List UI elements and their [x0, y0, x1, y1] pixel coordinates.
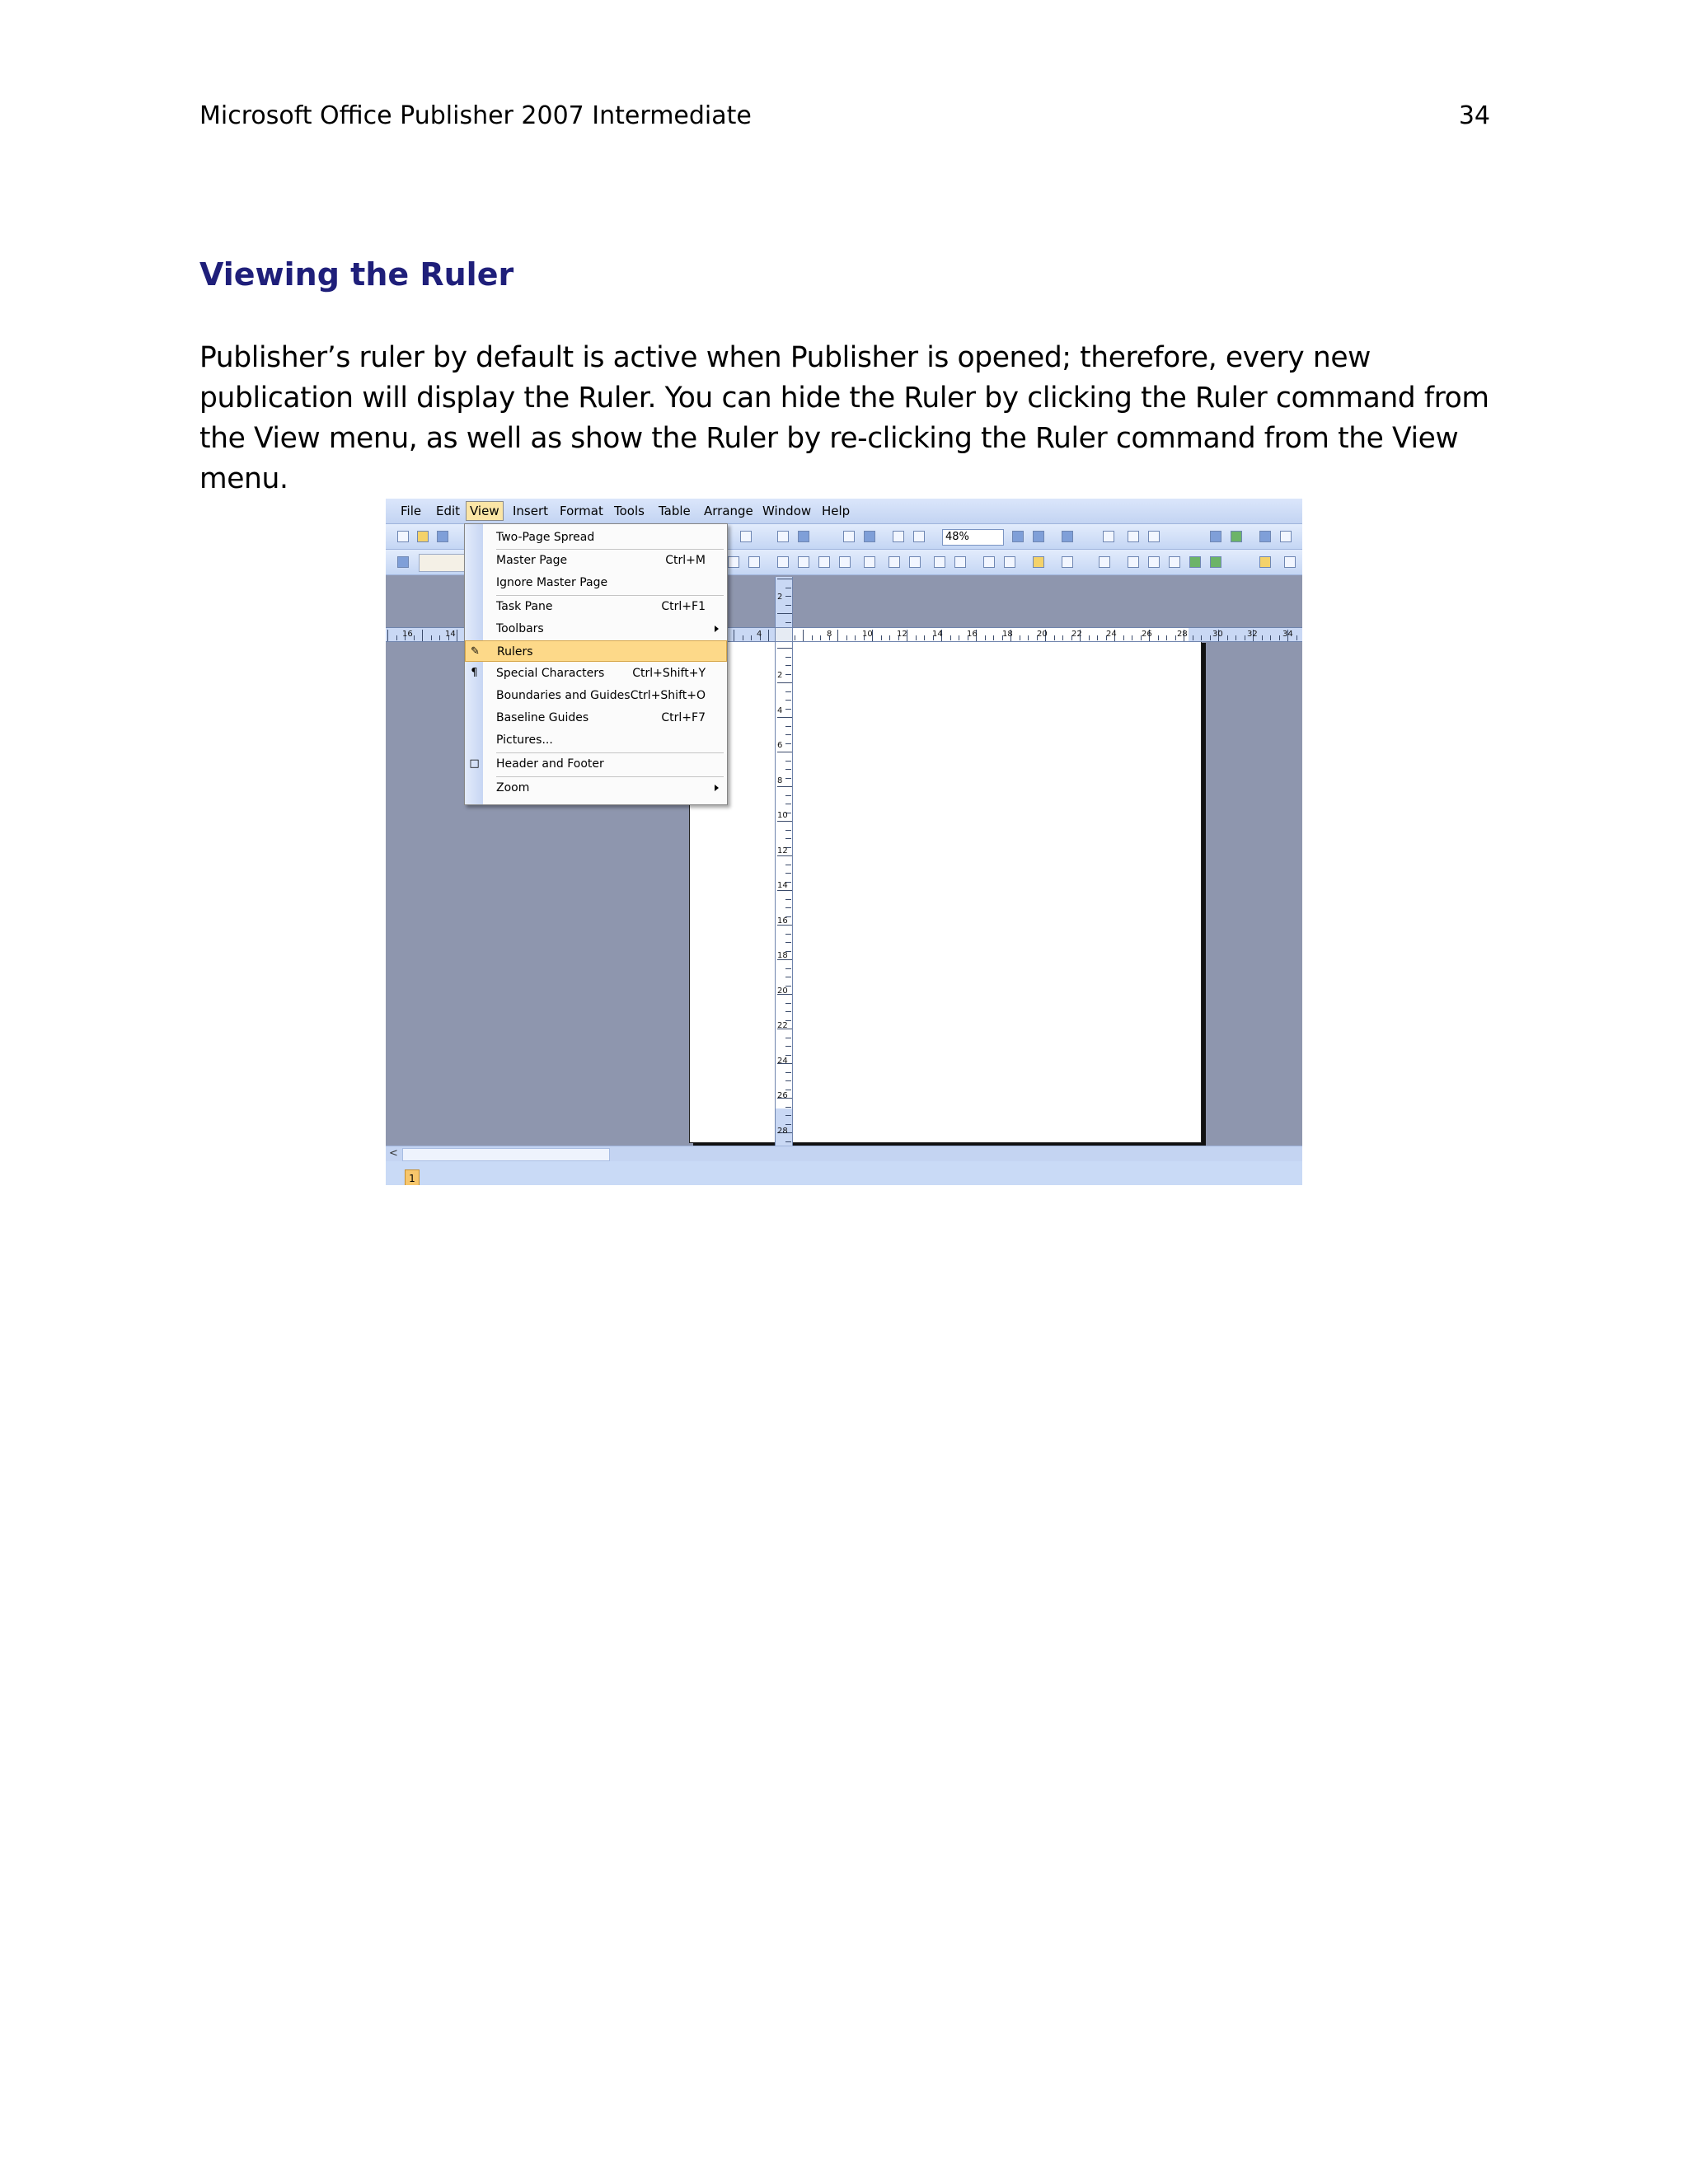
page-navigator-badge[interactable]: 1: [405, 1169, 420, 1185]
ruler-tick: [785, 907, 791, 908]
pilcrow-icon[interactable]: [913, 531, 925, 542]
ruler-tick: [881, 635, 882, 640]
ruler-tick: [387, 630, 388, 641]
ruler-tick: [785, 968, 791, 969]
zoom-out-icon[interactable]: [1012, 531, 1024, 542]
publication-page[interactable]: [689, 639, 1202, 1143]
styles-icon[interactable]: [397, 556, 409, 568]
menu-item-zoom[interactable]: Zoom: [465, 777, 727, 799]
ruler-tick: [785, 1115, 791, 1116]
more-icon[interactable]: [1280, 531, 1292, 542]
ruler-tick: [785, 934, 791, 935]
ruler-tick: [777, 890, 792, 891]
ruler-tick: [785, 838, 791, 839]
ruler-tick: [1089, 635, 1090, 640]
align-center-icon[interactable]: [798, 556, 809, 568]
ruler-label: 12: [777, 846, 788, 855]
submenu-arrow-icon: [715, 785, 719, 791]
ruler-label: 28: [1177, 630, 1188, 639]
menu-edit[interactable]: Edit: [436, 504, 461, 518]
ruler-label: 6: [777, 741, 783, 750]
insert-picture-icon[interactable]: [777, 531, 789, 542]
menu-window[interactable]: Window: [762, 504, 812, 518]
ruler-tick: [768, 630, 769, 641]
menu-item-boundaries-and-guides[interactable]: Boundaries and Guides Ctrl+Shift+O: [496, 689, 706, 702]
menu-table[interactable]: Table: [659, 504, 691, 518]
ruler-tick: [1175, 635, 1176, 640]
ruler-tick: [751, 635, 752, 640]
ruler-tick: [837, 630, 838, 641]
menu-item-header-and-footer[interactable]: □ Header and Footer: [469, 757, 604, 771]
menu-arrange[interactable]: Arrange: [704, 504, 753, 518]
shadow-style-icon[interactable]: [1189, 556, 1201, 568]
menu-item-ignore-master-page[interactable]: Ignore Master Page: [496, 576, 608, 589]
ruler-label: 32: [1247, 630, 1258, 639]
increase-indent-icon[interactable]: [954, 556, 966, 568]
ruler-tick: [785, 1080, 791, 1081]
ruler-tick: [785, 700, 791, 701]
ruler-tick: [785, 761, 791, 762]
columns-icon[interactable]: [893, 531, 904, 542]
ruler-label: 26: [777, 1091, 788, 1100]
ruler-label: 10: [777, 811, 788, 820]
redo-icon[interactable]: [740, 531, 752, 542]
ruler-tick: [777, 821, 792, 822]
ruler-tick: [785, 1011, 791, 1012]
hyperlink-icon[interactable]: [798, 531, 809, 542]
ruler-tick: [785, 873, 791, 874]
ruler-label: 28: [777, 1127, 788, 1136]
ruler-label: 30: [1212, 630, 1223, 639]
ruler-label: 16: [402, 630, 413, 639]
ruler-label: 2: [777, 593, 783, 602]
connect-icon[interactable]: [1103, 531, 1114, 542]
ruler-tick: [1210, 635, 1211, 640]
page-number: 34: [1458, 101, 1490, 130]
ruler-tick: [785, 605, 791, 606]
ruler-tick: [950, 635, 951, 640]
ruler-tick: [1123, 635, 1124, 640]
ruler-tick: [993, 635, 994, 640]
dash-style-icon[interactable]: [1148, 556, 1160, 568]
ruler-tick: [916, 635, 917, 640]
ruler-tick: [785, 769, 791, 770]
italic-icon[interactable]: [728, 556, 739, 568]
ruler-label: 16: [777, 916, 788, 926]
menu-view[interactable]: View: [466, 501, 504, 521]
ruler-tick: [785, 1124, 791, 1125]
ruler-tick: [1270, 635, 1271, 640]
ruler-tick: [1279, 635, 1280, 640]
font-color-icon[interactable]: [1099, 556, 1110, 568]
ruler-label: 16: [967, 630, 978, 639]
submenu-arrow-icon: [715, 626, 719, 632]
bullets-icon[interactable]: [909, 556, 921, 568]
new-icon[interactable]: [397, 531, 409, 542]
ruler-label: 24: [777, 1057, 788, 1066]
ruler-tick: [1097, 635, 1098, 640]
ruler-tick: [785, 734, 791, 735]
menu-tools[interactable]: Tools: [614, 504, 645, 518]
align-right-icon[interactable]: [818, 556, 830, 568]
ruler-tick: [785, 1046, 791, 1047]
ruler-label: 12: [897, 630, 907, 639]
ruler-tick: [777, 648, 792, 649]
print-preview-icon[interactable]: [843, 531, 855, 542]
ruler-label: 14: [777, 881, 788, 890]
select-objects-icon[interactable]: [1259, 556, 1271, 568]
header-footer-icon: □: [469, 757, 480, 770]
rulers-icon: ✎: [471, 645, 480, 658]
body-paragraph: Publisher’s ruler by default is active when Publisher is opened; therefore, every new publication will display the Ruler. You can hide the Ruler by clicking the Ruler command from the View menu, as well as show the Ruler by re-clicking the Ruler command from the View menu.: [199, 341, 1489, 495]
underline-icon[interactable]: [748, 556, 760, 568]
style-box[interactable]: [419, 554, 466, 572]
help-icon[interactable]: [1062, 531, 1073, 542]
line-spacing-icon[interactable]: [864, 556, 875, 568]
ruler-tick: [889, 635, 890, 640]
publisher-screenshot: [386, 499, 1302, 1185]
ruler-tick: [1158, 635, 1159, 640]
arrow-style-icon[interactable]: [1169, 556, 1180, 568]
menu-help[interactable]: Help: [822, 504, 851, 518]
menu-item-special-characters[interactable]: ¶ Special Characters Ctrl+Shift+Y: [465, 663, 727, 684]
ruler-tick: [785, 709, 791, 710]
running-header-title: Microsoft Office Publisher 2007 Intermediate: [199, 101, 752, 130]
ruler-tick: [439, 635, 440, 640]
ruler-tick: [803, 630, 804, 641]
menu-item-task-pane[interactable]: Task Pane Ctrl+F1: [496, 600, 706, 613]
section-heading: Viewing the Ruler: [199, 256, 514, 293]
zoom-in-icon[interactable]: [1033, 531, 1044, 542]
menu-bar: [386, 499, 1302, 524]
ruler-label: 14: [932, 630, 943, 639]
rotate-icon[interactable]: [1148, 531, 1160, 542]
menu-format[interactable]: Format: [560, 504, 603, 518]
ruler-tick: [785, 830, 791, 831]
ruler-label: 18: [777, 951, 788, 960]
ruler-tick: [785, 665, 791, 666]
menu-item-toolbars[interactable]: Toolbars: [465, 618, 727, 640]
ruler-tick: [785, 622, 791, 623]
ruler-tick: [785, 899, 791, 900]
layout-icon[interactable]: [1259, 531, 1271, 542]
pilcrow-icon: ¶: [471, 667, 478, 679]
ruler-label: 24: [1106, 630, 1117, 639]
view-menu-dropdown: [464, 523, 728, 805]
ruler-tick: [1227, 635, 1228, 640]
ruler-tick: [396, 635, 397, 640]
ruler-tick: [785, 795, 791, 796]
ruler-tick: [1062, 635, 1063, 640]
ruler-tick: [777, 786, 792, 787]
ruler-tick: [1028, 635, 1029, 640]
ruler-tick: [1054, 635, 1055, 640]
ruler-tick: [1296, 635, 1297, 640]
menu-item-rulers[interactable]: ✎ Rulers: [465, 640, 727, 662]
numbering-icon[interactable]: [889, 556, 900, 568]
ruler-label: 4: [777, 706, 783, 715]
scroll-left-icon[interactable]: <: [389, 1147, 398, 1160]
menu-item-baseline-guides[interactable]: Baseline Guides Ctrl+F7: [496, 711, 706, 724]
ruler-tick: [785, 726, 791, 727]
line-color-icon[interactable]: [1062, 556, 1073, 568]
grow-font-icon[interactable]: [983, 556, 995, 568]
text-box-icon[interactable]: [1284, 556, 1296, 568]
ruler-label: 4: [757, 630, 762, 639]
ruler-tick: [812, 635, 813, 640]
ruler-tick: [785, 657, 791, 658]
ruler-label: 34: [1282, 630, 1293, 639]
justify-icon[interactable]: [839, 556, 851, 568]
ruler-origin-corner[interactable]: [775, 627, 793, 642]
3d-style-icon[interactable]: [1210, 556, 1221, 568]
ruler-tick: [777, 682, 792, 683]
ruler-tick: [846, 635, 847, 640]
shape-icon[interactable]: [1231, 531, 1242, 542]
menu-item-master-page[interactable]: Master Page Ctrl+M: [496, 554, 706, 567]
ruler-tick: [924, 635, 925, 640]
find-icon[interactable]: [864, 531, 875, 542]
menu-insert[interactable]: Insert: [513, 504, 549, 518]
align-left-icon[interactable]: [777, 556, 789, 568]
zoom-combobox[interactable]: 48%: [942, 529, 1004, 546]
status-bar: [386, 1161, 1302, 1185]
ruler-tick: [422, 630, 423, 641]
ruler-tick: [777, 717, 792, 718]
ruler-tick: [431, 635, 432, 640]
ruler-tick: [820, 635, 821, 640]
fill-color-icon[interactable]: [1033, 556, 1044, 568]
picture-icon[interactable]: [1210, 531, 1221, 542]
flip-icon[interactable]: [1128, 531, 1139, 542]
ruler-label: 22: [777, 1021, 788, 1030]
ruler-tick: [785, 1072, 791, 1073]
ruler-label: 8: [777, 776, 783, 785]
ruler-label: 18: [1002, 630, 1013, 639]
ruler-label: 14: [445, 630, 456, 639]
ruler-label: 8: [827, 630, 832, 639]
ruler-tick: [785, 596, 791, 597]
scroll-thumb[interactable]: [402, 1148, 610, 1161]
line-style-icon[interactable]: [1128, 556, 1139, 568]
ruler-tick: [1262, 635, 1263, 640]
horizontal-scrollbar[interactable]: [386, 1146, 1302, 1161]
ruler-tick: [785, 743, 791, 744]
ruler-tick: [777, 613, 792, 614]
ruler-tick: [1166, 635, 1167, 640]
ruler-tick: [785, 691, 791, 692]
ruler-tick: [785, 1003, 791, 1004]
ruler-tick: [414, 635, 415, 640]
ruler-label: 10: [862, 630, 873, 639]
menu-item-two-page-spread[interactable]: Two-Page Spread: [496, 531, 595, 544]
ruler-tick: [785, 1107, 791, 1108]
ruler-label: 22: [1071, 630, 1082, 639]
shrink-font-icon[interactable]: [1004, 556, 1015, 568]
ruler-label: 26: [1142, 630, 1152, 639]
vertical-ruler[interactable]: [775, 577, 793, 1185]
open-icon[interactable]: [417, 531, 429, 542]
ruler-tick: [1201, 635, 1202, 640]
ruler-label: 2: [777, 671, 783, 680]
decrease-indent-icon[interactable]: [934, 556, 945, 568]
ruler-tick: [855, 635, 856, 640]
ruler-tick: [785, 778, 791, 779]
menu-file[interactable]: File: [401, 504, 422, 518]
ruler-tick: [785, 942, 791, 943]
ruler-tick: [777, 855, 792, 856]
ruler-label: 20: [777, 987, 788, 996]
ruler-tick: [985, 635, 986, 640]
save-icon[interactable]: [437, 531, 448, 542]
ruler-label: 20: [1037, 630, 1048, 639]
ruler-tick: [785, 1141, 791, 1142]
menu-item-pictures[interactable]: Pictures...: [496, 733, 553, 747]
ruler-tick: [785, 1055, 791, 1056]
ruler-tick: [785, 674, 791, 675]
